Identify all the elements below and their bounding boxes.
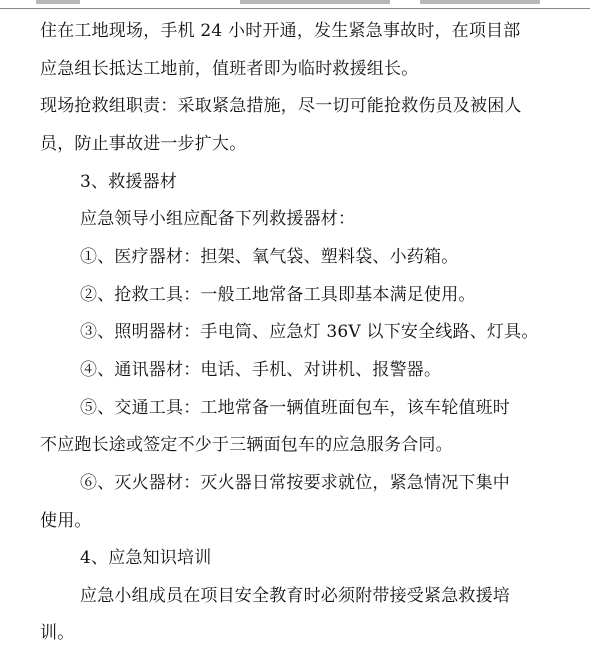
header-rule [0,8,590,9]
text-line-17: 训。 [40,623,75,643]
header-mark-left [36,0,80,4]
text-line-3: 现场抢救组职责：采取紧急措施，尽一切可能抢救伤员及被困人 [40,96,522,116]
section-heading-4: 4、应急知识培训 [80,548,212,568]
list-item-3: ③、照明器材：手电筒、应急灯 36V 以下安全线路、灯具。 [80,322,539,342]
list-item-4: ④、通讯器材：电话、手机、对讲机、报警器。 [80,360,442,380]
text-line-6: 应急领导小组应配备下列救援器材： [80,209,356,229]
list-item-6: ⑥、灭火器材：灭火器日常按要求就位，紧急情况下集中 [80,473,510,493]
list-item-5-continued: 不应跑长途或签定不少于三辆面包车的应急服务合同。 [40,435,453,455]
section-heading-3: 3、救援器材 [80,172,178,192]
text-line-1: 住在工地现场，手机 24 小时开通，发生紧急事故时，在项目部 [40,21,521,41]
list-item-1: ①、医疗器材：担架、氧气袋、塑料袋、小药箱。 [80,247,459,267]
header-mark-middle [240,0,390,4]
text-line-16: 应急小组成员在项目安全教育时必须附带接受紧急救援培 [80,586,510,606]
header-mark-right [420,0,540,4]
text-line-4: 员，防止事故进一步扩大。 [40,134,247,154]
text-line-2: 应急组长抵达工地前，值班者即为临时救援组长。 [40,59,419,79]
list-item-2: ②、抢救工具：一般工地常备工具即基本满足使用。 [80,285,476,305]
list-item-5: ⑤、交通工具：工地常备一辆值班面包车，该车轮值班时 [80,398,510,418]
list-item-6-continued: 使用。 [40,511,92,531]
